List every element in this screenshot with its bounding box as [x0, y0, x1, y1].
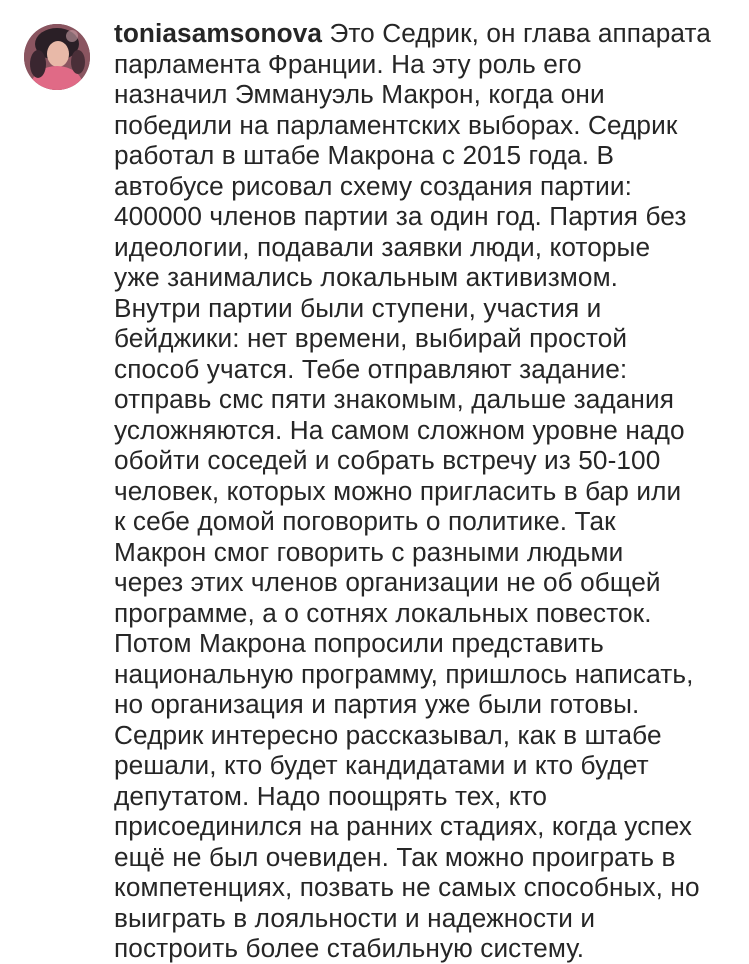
- avatar-photo: [24, 24, 90, 90]
- comment-line: Потом Макрона попросили представить: [114, 628, 604, 658]
- username-link[interactable]: toniasamsonova: [114, 18, 323, 48]
- comment-line: отправь смс пяти знакомым, дальше задания: [114, 384, 674, 414]
- comment-line: построить более стабильную систему.: [114, 933, 585, 963]
- comment-line: обойти соседей и собрать встречу из 50-100: [114, 445, 661, 475]
- comment-line: через этих членов организации не об общей: [114, 567, 661, 597]
- comment-line: человек, которых можно пригласить в бар или: [114, 475, 682, 506]
- comment-text: [114, 18, 739, 964]
- comment-line: но организация и партия уже были готовы.: [114, 689, 640, 719]
- avatar[interactable]: [24, 24, 90, 90]
- comment-line: уже занимались локальным активизмом.: [114, 262, 619, 292]
- comment-line: назначил Эммануэль Макрон, когда они: [114, 79, 605, 109]
- comment-line: победили на парламентских выборах. Седрик: [114, 109, 678, 140]
- comment-line: ещё не был очевиден. Так можно проиграть в: [114, 841, 676, 872]
- comment-line: присоединился на ранних стадиях, когда успех: [114, 811, 692, 841]
- comment-line: решали, кто будет кандидатами и кто будет: [114, 750, 649, 780]
- comment-line: усложняются. На самом сложном уровне надо: [114, 414, 685, 445]
- comment-line: [114, 18, 739, 49]
- comment-line-text: Это Седрик, он глава аппарата: [322, 18, 711, 48]
- comment-line: Макрон смог говорить с разными людьми: [114, 536, 624, 567]
- comment-line: Седрик интересно рассказывал, как в штабе: [114, 719, 662, 750]
- comment-line: способ учатся. Тебе отправляют задание:: [114, 353, 628, 384]
- comment-line: национальную программу, пришлось написать,: [114, 658, 694, 689]
- comment-line: идеологии, подавали заявки люди, которые: [114, 231, 651, 262]
- comment-line: Внутри партии были ступени, участия и: [114, 292, 602, 323]
- comment-line: выиграть в лояльности и надежности и: [114, 902, 596, 933]
- comment-line: к себе домой поговорить о политике. Так: [114, 506, 616, 536]
- comment-line: программе, а о сотнях локальных повесток.: [114, 597, 652, 628]
- comment-line: работал в штабе Макрона с 2015 года. В: [114, 140, 615, 170]
- comment-line: депутатом. Надо поощрять тех, кто: [114, 780, 548, 811]
- comment-line: 400000 членов партии за один год. Партия без: [114, 201, 687, 231]
- comment-line: бейджики: нет времени, выбирай простой: [114, 323, 628, 353]
- comment-line: компетенциях, позвать не самых способных, но: [114, 872, 700, 902]
- comment-line: автобусе рисовал схему создания партии:: [114, 170, 632, 201]
- comment-line: парламента Франции. На эту роль его: [114, 48, 582, 79]
